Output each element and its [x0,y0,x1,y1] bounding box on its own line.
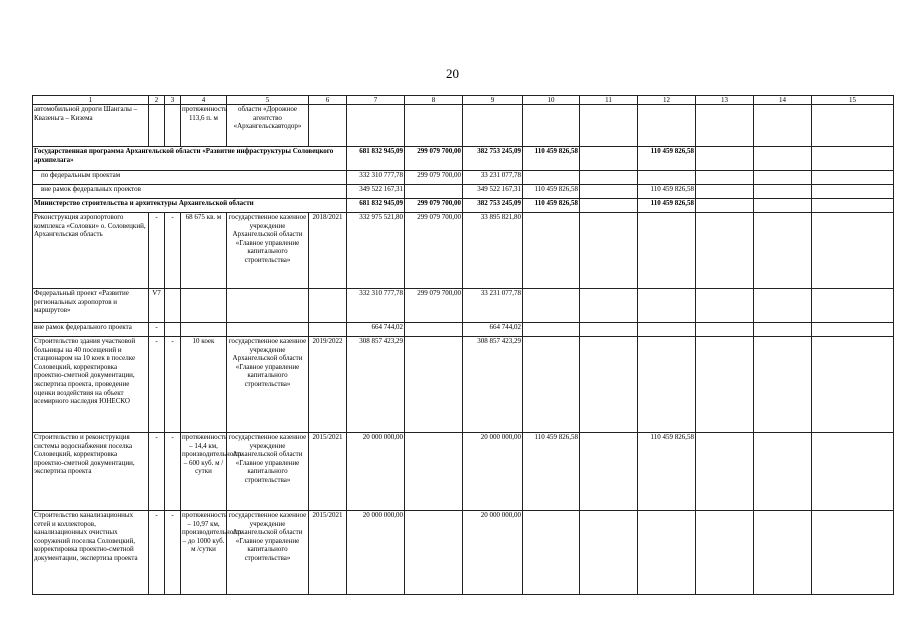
object-name: Строительство канализационных сетей и коллекторов, канализационных очистных сооружений поселка Соловецкий, корректировка проектно-сметной документации, экспертиза проекта [33,511,149,595]
amount-cell [405,323,463,337]
period-cell: 2015/2021 [309,433,347,511]
amount-cell [580,199,638,213]
amount-cell [696,147,754,171]
amount-cell: 308 857 423,29 [347,337,405,433]
table-row [33,323,894,337]
amount-cell [812,289,894,323]
cell [165,105,181,147]
table-row [33,105,894,147]
amount-cell: 332 310 777,78 [347,171,405,185]
ministry-total-row [33,199,894,213]
table-row [33,433,894,511]
capacity-cell: протяженность 113,6 п. м [181,105,227,147]
amount-cell [754,147,812,171]
amount-cell [580,511,638,595]
object-name: Реконструкция аэропортового комплекса «Соловки» о. Соловецкий, Архангельская область [33,213,149,289]
amount-cell: 299 079 700,00 [405,147,463,171]
amount-cell [580,213,638,289]
amount-cell: 349 522 167,31 [463,185,523,199]
amount-cell: 20 000 000,00 [463,511,523,595]
period-cell [309,289,347,323]
customer-cell: государственное казенное учреждение Архангельской области «Главное управление капитального строительства» [227,433,309,511]
cell: - [165,433,181,511]
amount-cell: 681 832 945,09 [347,199,405,213]
amount-cell [754,511,812,595]
period-cell [309,323,347,337]
capacity-cell: 68 675 кв. м [181,213,227,289]
amount-cell: 110 459 826,58 [523,147,580,171]
program-total-row [33,147,894,171]
amount-cell [696,289,754,323]
amount-cell [812,213,894,289]
amount-cell [812,185,894,199]
amount-cell: 110 459 826,58 [638,185,696,199]
amount-cell: 382 753 245,09 [463,147,523,171]
column-number: 6 [309,96,347,105]
amount-cell [638,337,696,433]
object-name: Федеральный проект «Развитие региональных аэропортов и маршрутов» [33,289,149,323]
column-number: 11 [580,96,638,105]
amount-cell [405,185,463,199]
period-cell [309,105,347,147]
amount-cell: 20 000 000,00 [347,433,405,511]
cell: - [165,511,181,595]
column-number-row [33,96,894,105]
amount-cell [638,323,696,337]
column-number: 1 [33,96,149,105]
amount-cell [696,213,754,289]
amount-cell [523,511,580,595]
amount-cell: 299 079 700,00 [405,213,463,289]
cell: - [165,337,181,433]
period-cell: 2015/2021 [309,511,347,595]
ministry-title: Министерство строительства и архитектуры Архангельской области [33,199,347,213]
amount-cell [754,289,812,323]
cell: - [149,213,165,289]
column-number: 5 [227,96,309,105]
amount-cell [812,433,894,511]
amount-cell: 110 459 826,58 [638,433,696,511]
amount-cell: 110 459 826,58 [638,147,696,171]
cell: - [149,511,165,595]
budget-table [32,95,894,595]
amount-cell [812,147,894,171]
column-number: 15 [812,96,894,105]
amount-cell [580,323,638,337]
subtotal-row [33,185,894,199]
amount-cell [405,105,463,147]
customer-cell: государственное казенное учреждение Архангельской области «Главное управление капитального строительства» [227,213,309,289]
amount-cell [405,511,463,595]
amount-cell [523,289,580,323]
amount-cell [347,105,405,147]
table-row [33,337,894,433]
amount-cell [696,433,754,511]
amount-cell: 349 522 167,31 [347,185,405,199]
amount-cell [580,105,638,147]
amount-cell [696,105,754,147]
amount-cell [754,199,812,213]
period-cell: 2018/2021 [309,213,347,289]
page-number: 20 [446,66,459,81]
cell: - [149,433,165,511]
amount-cell: 110 459 826,58 [638,199,696,213]
amount-cell: 110 459 826,58 [523,433,580,511]
amount-cell [523,171,580,185]
amount-cell [580,147,638,171]
column-number: 14 [754,96,812,105]
period-cell: 2019/2022 [309,337,347,433]
cell: - [149,323,165,337]
subtotal-label: вне рамок федеральных проектов [33,185,347,199]
cell: V7 [149,289,165,323]
amount-cell [523,337,580,433]
amount-cell [754,433,812,511]
amount-cell [405,337,463,433]
amount-cell [580,289,638,323]
amount-cell [754,337,812,433]
amount-cell: 308 857 423,29 [463,337,523,433]
amount-cell [580,337,638,433]
amount-cell [638,213,696,289]
amount-cell [754,171,812,185]
amount-cell: 33 231 077,78 [463,289,523,323]
amount-cell: 664 744,02 [347,323,405,337]
amount-cell [696,185,754,199]
subtotal-row [33,171,894,185]
amount-cell [812,511,894,595]
amount-cell: 299 079 700,00 [405,199,463,213]
cell: - [165,213,181,289]
amount-cell [463,105,523,147]
amount-cell: 33 231 077,78 [463,171,523,185]
customer-cell: области «Дорожное агентство «Архангельскавтодор» [227,105,309,147]
amount-cell: 332 310 777,78 [347,289,405,323]
amount-cell: 382 753 245,09 [463,199,523,213]
amount-cell [754,213,812,289]
amount-cell [754,185,812,199]
column-number: 4 [181,96,227,105]
object-name: автомобильной дороги Шангалы – Квазеньга – Кизема [33,105,149,147]
amount-cell [812,171,894,185]
amount-cell [580,171,638,185]
amount-cell [696,323,754,337]
amount-cell [812,323,894,337]
amount-cell [812,199,894,213]
column-number: 3 [165,96,181,105]
amount-cell [696,511,754,595]
column-number: 12 [638,96,696,105]
amount-cell: 299 079 700,00 [405,289,463,323]
amount-cell: 332 975 521,80 [347,213,405,289]
amount-cell [696,171,754,185]
cell [165,323,181,337]
amount-cell [696,337,754,433]
amount-cell: 110 459 826,58 [523,199,580,213]
table-row [33,213,894,289]
cell: - [149,337,165,433]
amount-cell [754,323,812,337]
column-number: 7 [347,96,405,105]
subtotal-label: по федеральным проектам [33,171,347,185]
amount-cell [523,323,580,337]
amount-cell: 20 000 000,00 [463,433,523,511]
amount-cell: 110 459 826,58 [523,185,580,199]
amount-cell: 681 832 945,09 [347,147,405,171]
object-name: Строительство здания участковой больницы на 40 посещений и стационаром на 10 коек в поселке Соловецкий, корректировка проектно-сметной документации, экспертиза проекта, проведение оценки воздействия на объект всемирного наследия ЮНЕСКО [33,337,149,433]
amount-cell [580,433,638,511]
column-number: 9 [463,96,523,105]
customer-cell: государственное казенное учреждение Архангельской области «Главное управление капитального строительства» [227,511,309,595]
amount-cell [638,105,696,147]
amount-cell [523,105,580,147]
program-title: Государственная программа Архангельской области «Развитие инфраструктуры Соловецкого архипелага» [33,147,347,171]
amount-cell [696,199,754,213]
amount-cell: 33 895 821,80 [463,213,523,289]
column-number: 13 [696,96,754,105]
capacity-cell: протяженность – 14,4 км, производительность – 600 куб. м /сутки [181,433,227,511]
amount-cell [580,185,638,199]
column-number: 8 [405,96,463,105]
amount-cell [812,105,894,147]
amount-cell: 20 000 000,00 [347,511,405,595]
amount-cell: 299 079 700,00 [405,171,463,185]
amount-cell: 664 744,02 [463,323,523,337]
cell [165,289,181,323]
amount-cell [638,289,696,323]
amount-cell [523,213,580,289]
object-name: Строительство и реконструкция системы водоснабжения поселка Соловецкий, корректировка проектно-сметной документации, экспертиза проекта [33,433,149,511]
customer-cell [227,323,309,337]
amount-cell [754,105,812,147]
amount-cell [405,433,463,511]
capacity-cell [181,289,227,323]
capacity-cell: 10 коек [181,337,227,433]
column-number: 2 [149,96,165,105]
amount-cell [638,511,696,595]
cell [149,105,165,147]
capacity-cell: протяженность – 10,97 км, производительность – до 1000 куб. м /сутки [181,511,227,595]
object-name: вне рамок федерального проекта [33,323,149,337]
table-row [33,511,894,595]
customer-cell: государственное казенное учреждение Архангельской области «Главное управление капитального строительства» [227,337,309,433]
table-row [33,289,894,323]
column-number: 10 [523,96,580,105]
customer-cell [227,289,309,323]
capacity-cell [181,323,227,337]
amount-cell [812,337,894,433]
amount-cell [638,171,696,185]
